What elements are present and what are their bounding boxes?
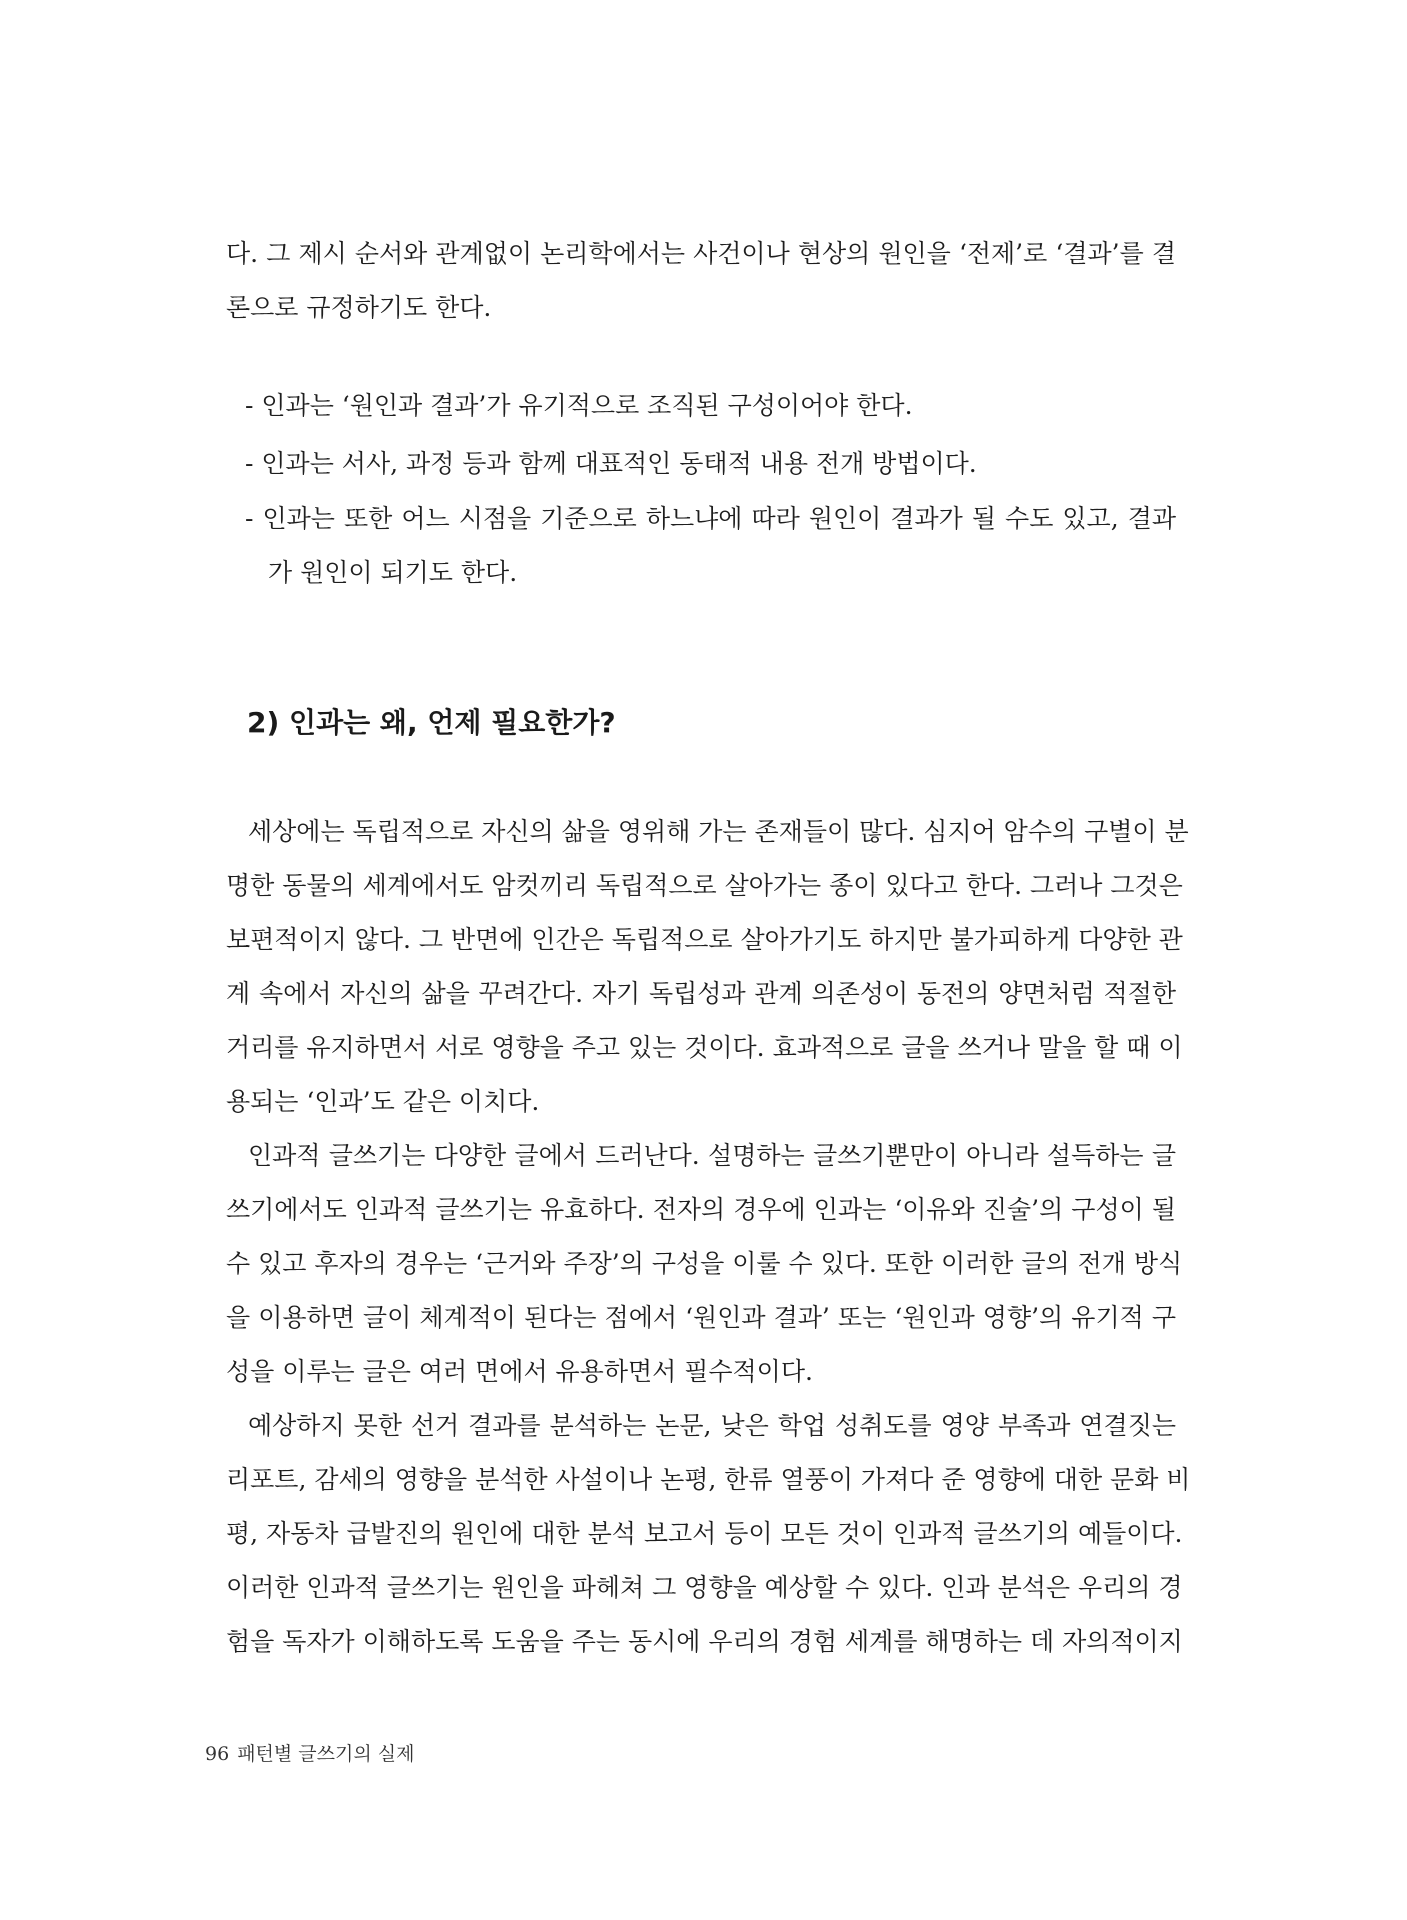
section-heading: 2) 인과는 왜, 언제 필요한가?: [247, 706, 616, 739]
body-line: 론으로 규정하기도 한다.: [226, 293, 492, 322]
body-line: 수 있고 후자의 경우는 ‘근거와 주장’의 구성을 이룰 수 있다. 또한 이러한 글의 전개 방식: [226, 1249, 1183, 1278]
body-line: 계 속에서 자신의 삶을 꾸려간다. 자기 독립성과 관계 의존성이 동전의 양면처럼 적절한: [226, 979, 1176, 1008]
bullet-item: - 인과는 ‘원인과 결과’가 유기적으로 조직된 구성이어야 한다.: [245, 391, 913, 420]
bullet-item: - 인과는 서사, 과정 등과 함께 대표적인 동태적 내용 전개 방법이다.: [245, 449, 977, 478]
body-line: 세상에는 독립적으로 자신의 삶을 영위해 가는 존재들이 많다. 심지어 암수의 구별이 분: [248, 817, 1189, 846]
body-line: 평, 자동차 급발진의 원인에 대한 분석 보고서 등이 모든 것이 인과적 글쓰기의 예들이다.: [226, 1519, 1183, 1548]
body-line: 을 이용하면 글이 체계적이 된다는 점에서 ‘원인과 결과’ 또는 ‘원인과 영향’의 유기적 구: [226, 1303, 1176, 1332]
page-number: 96: [205, 1743, 230, 1765]
body-line: 다. 그 제시 순서와 관계없이 논리학에서는 사건이나 현상의 원인을 ‘전제’로 ‘결과’를 결: [226, 239, 1176, 268]
bullet-item: - 인과는 또한 어느 시점을 기준으로 하느냐에 따라 원인이 결과가 될 수도 있고, 결과: [245, 504, 1176, 533]
body-line: 거리를 유지하면서 서로 영향을 주고 있는 것이다. 효과적으로 글을 쓰거나 말을 할 때 이: [226, 1033, 1183, 1062]
body-line: 보편적이지 않다. 그 반면에 인간은 독립적으로 살아가기도 하지만 불가피하게 다양한 관: [226, 925, 1183, 954]
book-title: 패턴별 글쓰기의 실제: [237, 1743, 415, 1765]
body-line: 명한 동물의 세계에서도 암컷끼리 독립적으로 살아가는 종이 있다고 한다. 그러나 그것은: [226, 871, 1183, 900]
body-line: 인과적 글쓰기는 다양한 글에서 드러난다. 설명하는 글쓰기뿐만이 아니라 설득하는 글: [248, 1141, 1176, 1170]
body-line: 성을 이루는 글은 여러 면에서 유용하면서 필수적이다.: [226, 1357, 813, 1386]
body-line: 리포트, 감세의 영향을 분석한 사설이나 논평, 한류 열풍이 가져다 준 영향에 대한 문화 비: [226, 1465, 1191, 1494]
body-line: 험을 독자가 이해하도록 도움을 주는 동시에 우리의 경험 세계를 해명하는 데 자의적이지: [226, 1627, 1183, 1656]
body-line: 쓰기에서도 인과적 글쓰기는 유효하다. 전자의 경우에 인과는 ‘이유와 진술’의 구성이 될: [226, 1195, 1176, 1224]
body-line: 용되는 ‘인과’도 같은 이치다.: [226, 1087, 540, 1116]
body-line: 예상하지 못한 선거 결과를 분석하는 논문, 낮은 학업 성취도를 영양 부족과 연결짓는: [248, 1411, 1176, 1440]
page-footer: [205, 1741, 414, 1767]
bullet-continuation: 가 원인이 되기도 한다.: [268, 558, 518, 587]
body-line: 이러한 인과적 글쓰기는 원인을 파헤쳐 그 영향을 예상할 수 있다. 인과 분석은 우리의 경: [226, 1573, 1183, 1602]
